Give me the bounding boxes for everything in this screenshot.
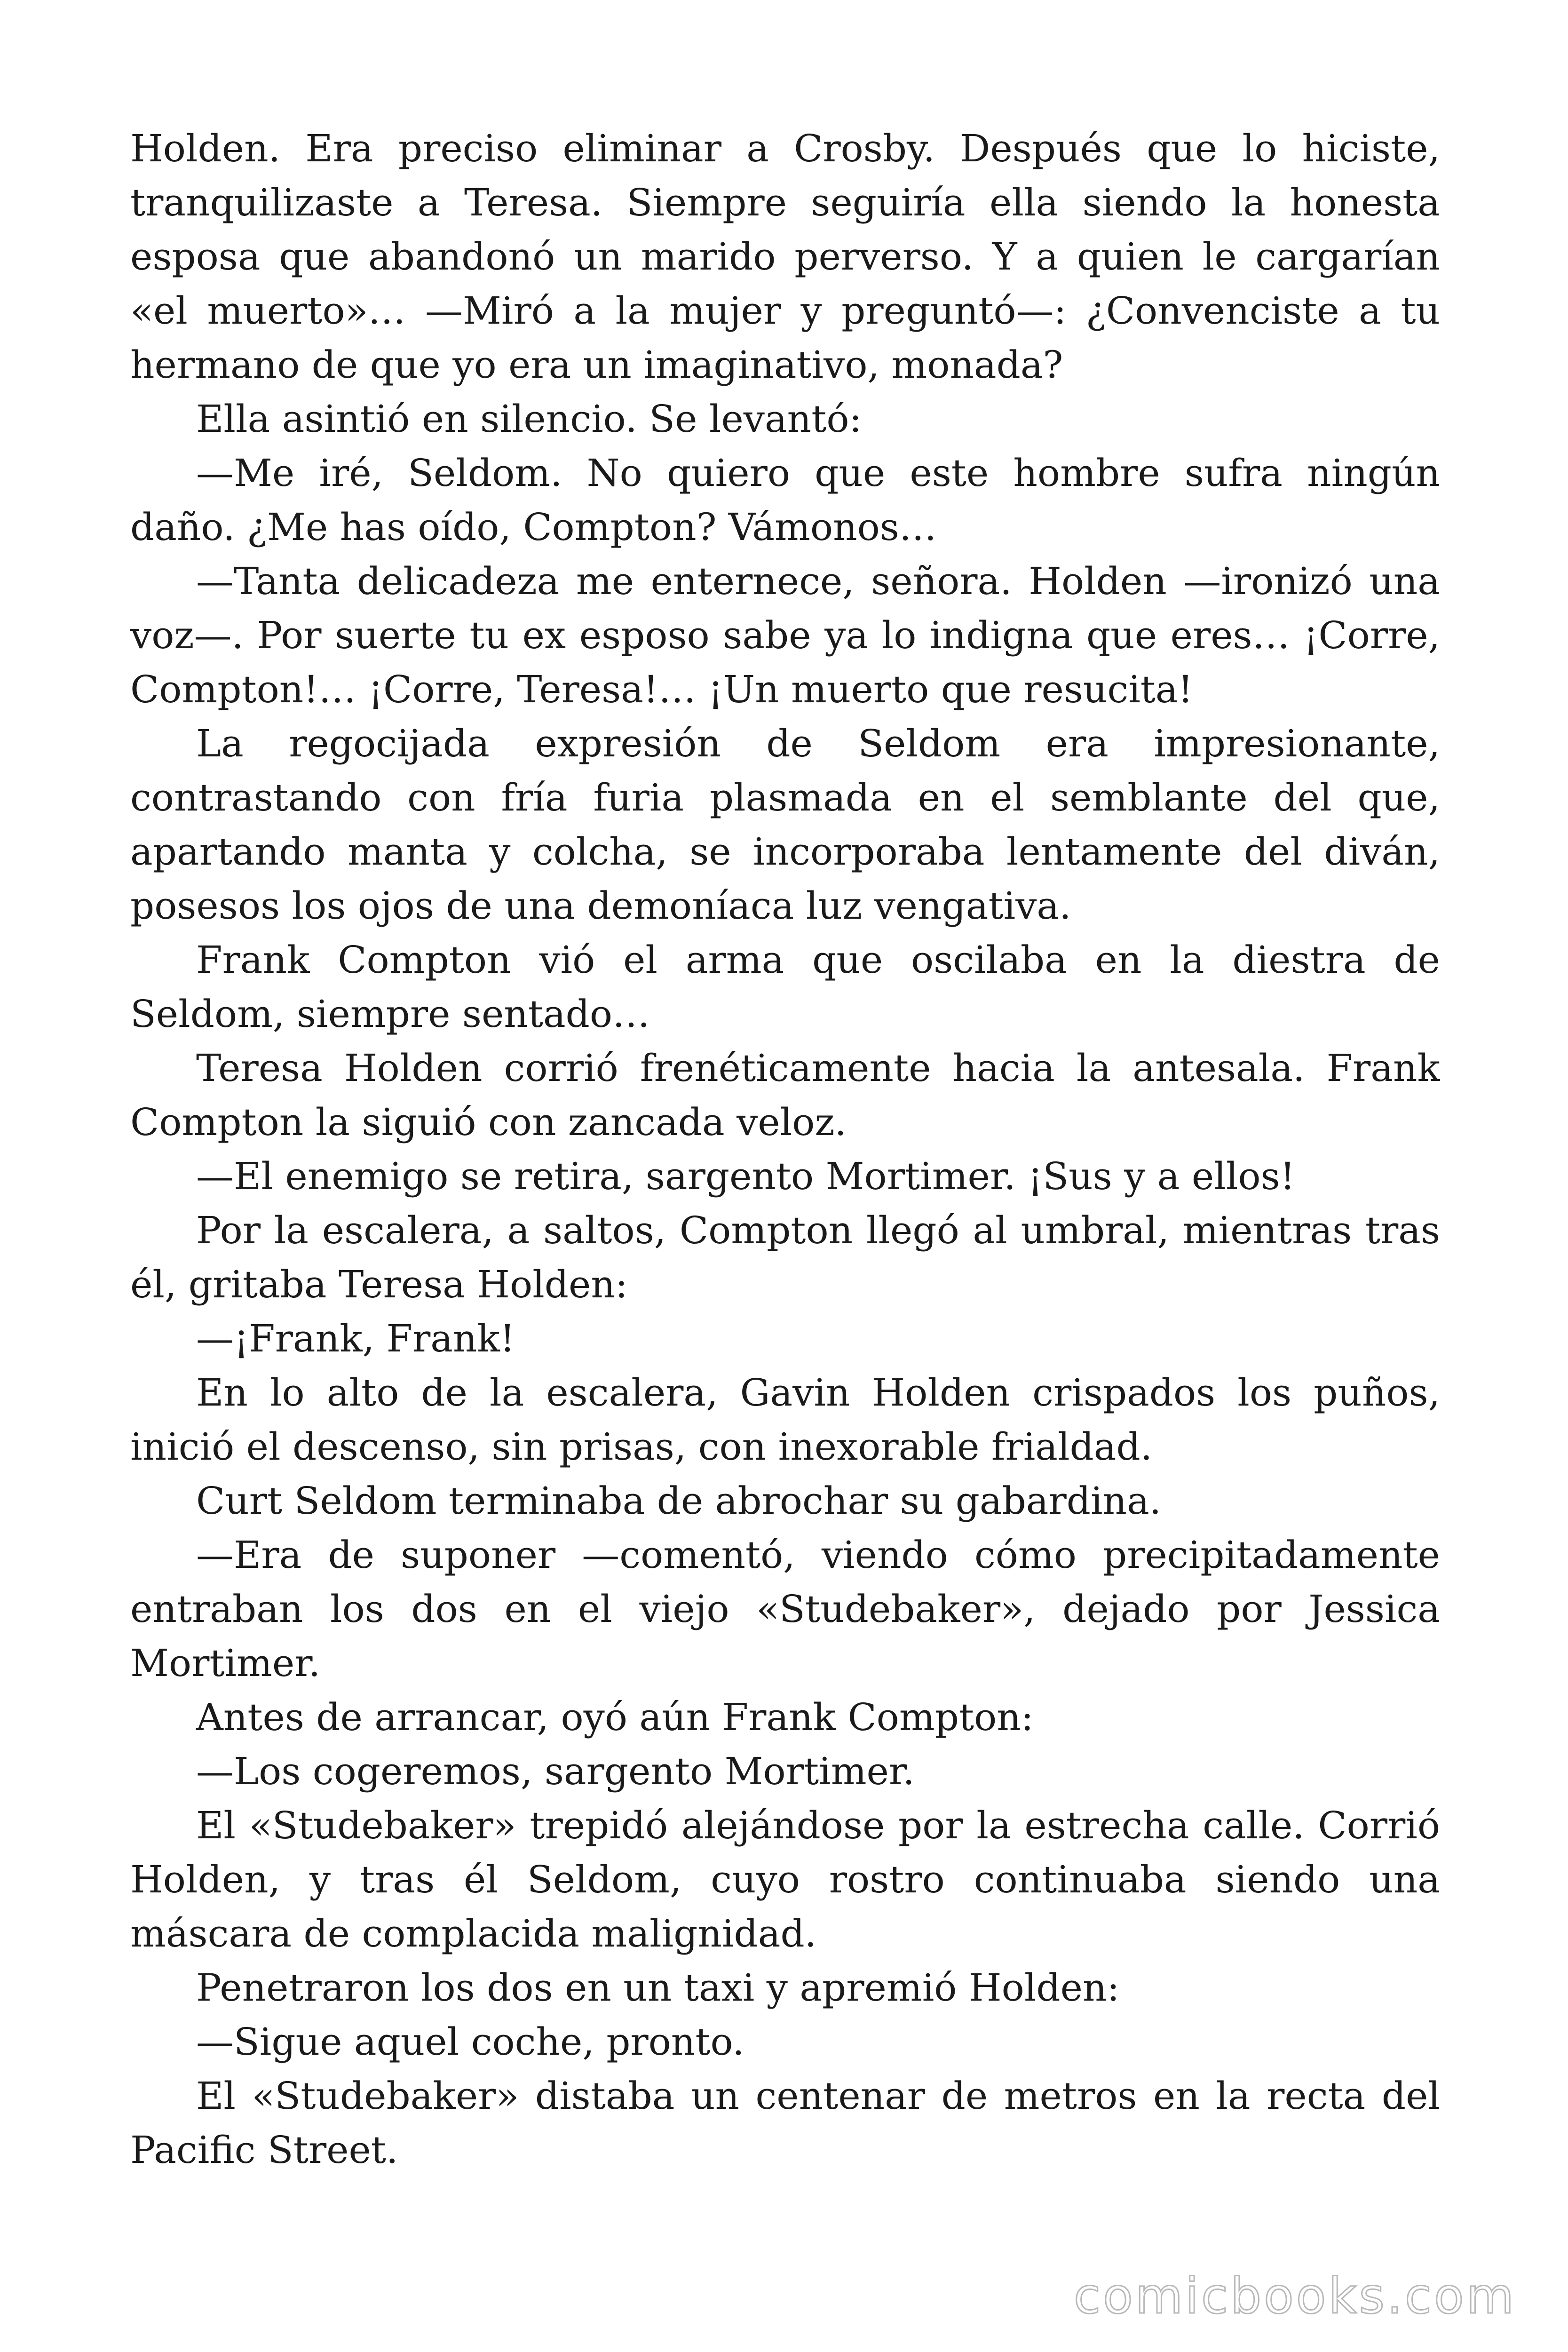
watermark: comicbooks.com xyxy=(1073,2267,1516,2325)
paragraph: —Tanta delicadeza me enternece, señora. Holden —ironizó una voz—. Por suerte tu ex esposo sabe ya lo indigna que eres… ¡Corre, Compton!… ¡Corre, Teresa!… ¡Un muerto que resucita! xyxy=(130,559,1440,711)
paragraph: La regocijada expresión de Seldom era impresionante, contrastando con fría furia plasmada en el semblante del que, apartando manta y colcha, se incorporaba lentamente del diván, posesos los ojos de una demoníaca luz vengativa. xyxy=(130,722,1440,928)
paragraph: Por la escalera, a saltos, Compton llegó al umbral, mientras tras él, gritaba Teresa Holden: xyxy=(130,1208,1440,1306)
paragraph: Teresa Holden corrió frenéticamente hacia la antesala. Frank Compton la siguió con zancada veloz. xyxy=(130,1046,1440,1144)
paragraph: Ella asintió en silencio. Se levantó: xyxy=(196,397,862,441)
paragraph: Penetraron los dos en un taxi y apremió Holden: xyxy=(196,1966,1120,2010)
paragraph: El «Studebaker» trepidó alejándose por la estrecha calle. Corrió Holden, y tras él Seldom, cuyo rostro continuaba siendo una máscara de complacida malignidad. xyxy=(130,1804,1440,1955)
paragraph: En lo alto de la escalera, Gavin Holden crispados los puños, inició el descenso, sin prisas, con inexorable frialdad. xyxy=(130,1371,1440,1469)
paragraph: —El enemigo se retira, sargento Mortimer. ¡Sus y a ellos! xyxy=(196,1154,1295,1198)
paragraph: El «Studebaker» distaba un centenar de metros en la recta del Pacific Street. xyxy=(130,2074,1440,2172)
paragraph: —Los cogeremos, sargento Mortimer. xyxy=(196,1749,915,1793)
paragraph: —Era de suponer —comentó, viendo cómo precipitadamente entraban los dos en el viejo «Studebaker», dejado por Jessica Mortimer. xyxy=(130,1533,1440,1685)
paragraph: Holden. Era preciso eliminar a Crosby. Después que lo hiciste, tranquilizaste a Teresa. Siempre seguiría ella siendo la honesta esposa que abandonó un marido perverso. Y a quien le cargarían «el muerto»… —Miró a la mujer y preguntó—: ¿Convenciste a tu hermano de que yo era un imaginativo, monada? xyxy=(130,127,1440,387)
paragraph: —Me iré, Seldom. No quiero que este hombre sufra ningún daño. ¿Me has oído, Compton? Vámonos… xyxy=(130,451,1440,549)
paragraph: —Sigue aquel coche, pronto. xyxy=(196,2020,744,2064)
paragraph: —¡Frank, Frank! xyxy=(196,1317,515,1360)
page-body xyxy=(130,121,1440,2215)
paragraph: Frank Compton vió el arma que oscilaba en la diestra de Seldom, siempre sentado… xyxy=(130,938,1440,1036)
paragraph: Antes de arrancar, oyó aún Frank Compton: xyxy=(196,1695,1034,1739)
paragraph: Curt Seldom terminaba de abrochar su gabardina. xyxy=(196,1479,1162,1523)
